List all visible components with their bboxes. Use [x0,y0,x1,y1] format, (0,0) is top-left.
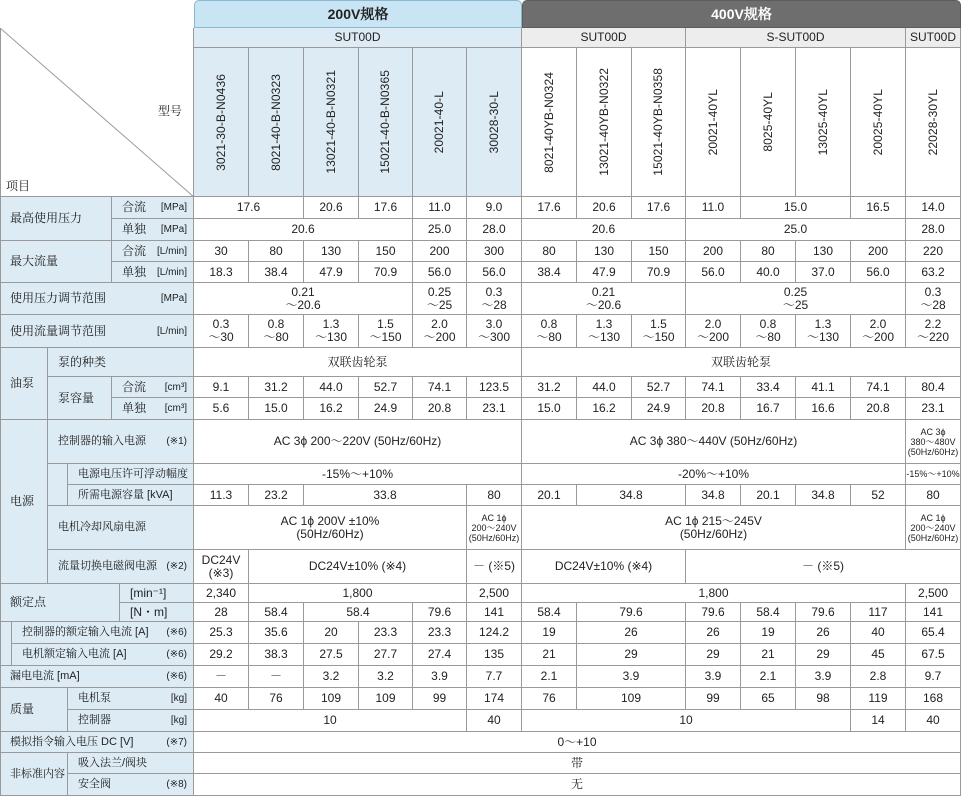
value-cell: 300 [467,241,522,262]
value-cell: 74.1 [851,377,906,398]
value-cell: 15.0 [741,197,851,219]
value-cell: 0.8 ～80 [249,315,304,348]
sub-label: 安全阀 (※8) [68,774,194,796]
value-cell: 58.4 [304,603,413,622]
value-cell: 80.4 [906,377,961,398]
value-cell: 19 [741,622,796,644]
model-name: 13021-40-B-N0321 [323,70,338,174]
value-cell: 70.9 [359,262,413,283]
left-border [0,28,1,796]
value-cell: 3.9 [796,666,851,688]
row-label: 非标准内容 [0,753,68,796]
value-cell: AC 1ϕ 215～245V (50Hz/60Hz) [522,506,906,550]
value-cell: 2.0 ～200 [413,315,467,348]
value-cell: 1,800 [522,584,906,603]
value-cell: 14 [851,710,906,732]
unit-label: [MPa] [160,224,187,235]
model-header [577,48,632,197]
unit-label: (※7) [166,736,187,748]
value-cell: 24.9 [359,398,413,420]
value-cell: 65.4 [906,622,961,644]
value-cell: 0.25 ～25 [413,283,467,315]
group-200v-header: 200V规格 [194,0,522,28]
value-cell: 35.6 [249,622,304,644]
value-cell: 20.1 [522,485,577,506]
model-name: 20021-40YL [705,88,720,156]
value-cell: 1.3 ～130 [796,315,851,348]
sub-label: 控制器 [kg] [68,710,194,732]
unit-label: [kg] [170,715,187,726]
model-name: 13021-40YB-N0322 [596,68,611,176]
value-cell: 99 [686,688,741,710]
value-cell: 58.4 [522,603,577,622]
sub-label: 电机冷却风扇电源 [48,506,194,550]
model-name: 22028-30YL [925,88,940,156]
unit-label: [MPa] [160,202,187,213]
sub-label: 合流 [L/min] [112,241,194,262]
model-header [359,48,413,197]
row-label: 最高使用压力 [0,197,112,241]
value-cell: 10 [522,710,851,732]
value-cell: 16.5 [851,197,906,219]
model-name: 8025-40YL [760,92,775,152]
value-cell: 1.5 ～150 [359,315,413,348]
value-cell: 17.6 [194,197,304,219]
row-label: 质量 [0,688,68,732]
value-cell: 0.3 ～30 [194,315,249,348]
unit-cell: [min⁻¹] [120,584,194,603]
value-cell: 17.6 [522,197,577,219]
value-cell: 130 [577,241,632,262]
value-cell: 52.7 [359,377,413,398]
indent-cell [48,464,68,506]
value-cell: 17.6 [359,197,413,219]
unit-label: (※6) [166,649,187,660]
unit-cell: [N・m] [120,603,194,622]
value-cell: 58.4 [741,603,796,622]
value-cell: 2.1 [522,666,577,688]
value-cell: 20.8 [686,398,741,420]
value-cell: 29.2 [194,644,249,666]
value-cell: 31.2 [249,377,304,398]
model-name: 30028-30-L [486,90,501,154]
value-cell: 52 [851,485,906,506]
model-name: 13025-40YL [815,88,830,156]
value-cell: 124.2 [467,622,522,644]
value-cell: 130 [304,241,359,262]
model-name: 8021-40YB-N0324 [541,71,556,173]
value-cell: 130 [796,241,851,262]
sub-label: 所需电源容量 [kVA] [68,485,194,506]
value-cell: 0.3 ～28 [467,283,522,315]
sub-label: 电机泵 [kg] [68,688,194,710]
unit-label: (※1) [166,436,187,447]
value-cell: 30 [194,241,249,262]
value-cell: 25.0 [413,219,467,241]
model-header [413,48,467,197]
value-cell: 10 [194,710,467,732]
value-cell: 9.7 [906,666,961,688]
model-header [467,48,522,197]
value-cell: 0.25 ～25 [686,283,906,315]
value-cell: 47.9 [577,262,632,283]
value-cell: AC 1ϕ 200V ±10% (50Hz/60Hz) [194,506,467,550]
model-name: 15021-40YB-N0358 [651,68,665,176]
value-cell: 119 [851,688,906,710]
model-name: 15021-40-B-N0365 [378,70,392,174]
value-cell: 74.1 [413,377,467,398]
corner-item-label: 项目 [6,178,31,193]
sub-label: 合流 [MPa] [112,197,194,219]
value-cell: 20.1 [741,485,796,506]
value-cell: 40 [906,710,961,732]
value-cell: 3.9 [413,666,467,688]
value-cell: 1.5 ～150 [632,315,686,348]
value-cell: AC 1ϕ 200～240V (50Hz/60Hz) [467,506,522,550]
value-cell: 40 [851,622,906,644]
value-cell: 17.6 [632,197,686,219]
value-cell: 21 [741,644,796,666]
value-cell: 20.8 [851,398,906,420]
value-cell: 3.2 [304,666,359,688]
value-cell: 20.6 [304,197,359,219]
unit-label: [L/min] [156,266,187,278]
sub-label: 合流 [cm³] [112,377,194,398]
value-cell: 0.21 ～20.6 [194,283,413,315]
value-cell: 27.4 [413,644,467,666]
value-cell: 19 [522,622,577,644]
value-cell: 45 [851,644,906,666]
value-cell: 7.7 [467,666,522,688]
value-cell: 74.1 [686,377,741,398]
model-header [304,48,359,197]
value-cell: 2.2 ～220 [906,315,961,348]
value-cell: 3.9 [686,666,741,688]
value-cell: 28.0 [467,219,522,241]
value-cell: 2.0 ～200 [851,315,906,348]
value-cell: DC24V (※3) [194,550,249,584]
value-cell: 2,500 [906,584,961,603]
model-header [796,48,851,197]
value-cell: 34.8 [796,485,851,506]
group-400v-header: 400V规格 [522,0,961,28]
value-cell: 3.0 ～300 [467,315,522,348]
value-cell: 双联齿轮泵 [522,348,961,377]
unit-label: [cm³] [164,381,187,393]
model-name: 20025-40YL [870,88,885,156]
sub-label: 泵容量 [48,377,112,420]
value-cell: 52.7 [632,377,686,398]
value-cell: 24.9 [632,398,686,420]
series-header: S-SUT00D [686,28,906,48]
row-label: 油泵 [0,348,48,420]
value-cell: 79.6 [796,603,851,622]
value-cell: 38.3 [249,644,304,666]
row-label: 漏电电流 [mA] (※6) [0,666,194,688]
value-cell: 23.3 [359,622,413,644]
value-cell: 34.8 [577,485,686,506]
sub-label: 控制器的输入电源 (※1) [48,420,194,464]
value-cell: 141 [467,603,522,622]
value-cell: 80 [741,241,796,262]
value-cell: － (※5) [467,550,522,584]
model-header [522,48,577,197]
sub-label: 控制器的额定输入电流 [A] (※6) [12,622,194,644]
value-cell: 200 [686,241,741,262]
sub-label: 电机额定输入电流 [A] (※6) [12,644,194,666]
value-cell: 109 [577,688,686,710]
value-cell: 26 [577,622,686,644]
sub-label: 单独 [L/min] [112,262,194,283]
series-header: SUT00D [194,28,522,48]
unit-label: [kg] [170,693,187,704]
value-cell: 98 [796,688,851,710]
value-cell: AC 1ϕ 200～240V (50Hz/60Hz) [906,506,961,550]
value-cell: 37.0 [796,262,851,283]
value-cell: 9.1 [194,377,249,398]
series-header: SUT00D [906,28,961,48]
value-cell: 65 [741,688,796,710]
value-cell: 2.1 [741,666,796,688]
value-cell: 16.7 [741,398,796,420]
value-cell: 1,800 [249,584,467,603]
value-cell: 0.21 ～20.6 [522,283,686,315]
row-label: 额定点 [0,584,120,622]
value-cell: 41.1 [796,377,851,398]
value-cell: 40.0 [741,262,796,283]
model-name: 8021-40-B-N0323 [268,73,283,171]
value-cell: － [249,666,304,688]
value-cell: 109 [359,688,413,710]
value-cell: 23.1 [467,398,522,420]
sub-label: 电源电压许可浮动幅度 [68,464,194,485]
value-cell: 11.0 [686,197,741,219]
value-cell: 44.0 [577,377,632,398]
unit-label: (※6) [166,671,187,682]
value-cell: 123.5 [467,377,522,398]
value-cell: 0.8 ～80 [522,315,577,348]
sub-label: 吸入法兰/阀块 [68,753,194,774]
value-cell: DC24V±10% (※4) [249,550,467,584]
value-cell: 56.0 [467,262,522,283]
value-cell: 无 [194,774,961,796]
unit-label: [MPa] [160,293,187,304]
model-header [906,48,961,197]
value-cell: 双联齿轮泵 [194,348,522,377]
value-cell: 40 [467,710,522,732]
unit-label: (※8) [166,779,187,790]
model-header [632,48,686,197]
value-cell: 56.0 [686,262,741,283]
value-cell: 带 [194,753,961,774]
value-cell: -15%～+10% [194,464,522,485]
unit-label: (※6) [166,627,187,638]
model-header [194,48,249,197]
value-cell: 0.8 ～80 [741,315,796,348]
value-cell: 3.9 [577,666,686,688]
value-cell: 117 [851,603,906,622]
sub-label: 单独 [MPa] [112,219,194,241]
value-cell: 29 [577,644,686,666]
value-cell: 80 [906,485,961,506]
value-cell: 23.1 [906,398,961,420]
value-cell: AC 3ϕ 200～220V (50Hz/60Hz) [194,420,522,464]
value-cell: 200 [413,241,467,262]
value-cell: 99 [413,688,467,710]
value-cell: 1.3 ～130 [577,315,632,348]
value-cell: 135 [467,644,522,666]
value-cell: 2.8 [851,666,906,688]
row-label: 电源 [0,420,48,584]
value-cell: 28.0 [906,219,961,241]
sub-label: 流量切换电磁阀电源 (※2) [48,550,194,584]
unit-label: [cm³] [164,403,187,414]
value-cell: － [194,666,249,688]
value-cell: 168 [906,688,961,710]
value-cell: 27.5 [304,644,359,666]
value-cell: 23.3 [413,622,467,644]
value-cell: 15.0 [249,398,304,420]
value-cell: 0.3 ～28 [906,283,961,315]
unit-label: [L/min] [156,245,187,257]
value-cell: DC24V±10% (※4) [522,550,686,584]
indent-cell [0,622,12,666]
value-cell: 2,340 [194,584,249,603]
value-cell: 16.6 [796,398,851,420]
value-cell: 150 [632,241,686,262]
value-cell: 20.6 [522,219,686,241]
value-cell: 76 [249,688,304,710]
value-cell: 20.8 [413,398,467,420]
value-cell: 28 [194,603,249,622]
value-cell: 79.6 [413,603,467,622]
value-cell: 5.6 [194,398,249,420]
unit-label: [L/min] [156,325,187,337]
model-header [686,48,741,197]
value-cell: 79.6 [686,603,741,622]
value-cell: 14.0 [906,197,961,219]
value-cell: 11.0 [413,197,467,219]
value-cell: 220 [906,241,961,262]
value-cell: 44.0 [304,377,359,398]
value-cell: 76 [522,688,577,710]
value-cell: 29 [686,644,741,666]
value-cell: 141 [906,603,961,622]
value-cell: 33.8 [304,485,467,506]
value-cell: 38.4 [249,262,304,283]
value-cell: 70.9 [632,262,686,283]
value-cell: 21 [522,644,577,666]
value-cell: 1.3 ～130 [304,315,359,348]
value-cell: 11.3 [194,485,249,506]
row-label: 使用流量调节范围 [L/min] [0,315,194,348]
value-cell: 0～+10 [194,732,961,753]
value-cell: 63.2 [906,262,961,283]
value-cell: 67.5 [906,644,961,666]
value-cell: 58.4 [249,603,304,622]
value-cell: -20%～+10% [522,464,906,485]
value-cell: 20.6 [577,197,632,219]
value-cell: 18.3 [194,262,249,283]
value-cell: 80 [522,241,577,262]
value-cell: 200 [851,241,906,262]
value-cell: 56.0 [851,262,906,283]
value-cell: 23.2 [249,485,304,506]
sub-label: 泵的种类 [48,348,194,377]
row-label: 使用压力调节范围 [MPa] [0,283,194,315]
model-name: 20021-40-L [432,90,446,154]
value-cell: 2.0 ～200 [686,315,741,348]
value-cell: 150 [359,241,413,262]
value-cell: AC 3ϕ 380～480V (50Hz/60Hz) [906,420,961,464]
value-cell: 34.8 [686,485,741,506]
unit-label: (※2) [166,561,187,572]
corner-model-label: 型号 [157,103,182,118]
value-cell: 2,500 [467,584,522,603]
value-cell: 29 [796,644,851,666]
value-cell: － (※5) [686,550,961,584]
row-label: 最大流量 [0,241,112,283]
model-name: 3021-30-B-N0436 [213,73,228,171]
value-cell: 3.2 [359,666,413,688]
value-cell: 25.3 [194,622,249,644]
value-cell: 40 [194,688,249,710]
value-cell: 38.4 [522,262,577,283]
value-cell: 9.0 [467,197,522,219]
value-cell: 16.2 [304,398,359,420]
value-cell: 15.0 [522,398,577,420]
value-cell: 80 [249,241,304,262]
series-header: SUT00D [522,28,686,48]
model-header [249,48,304,197]
model-header [851,48,906,197]
value-cell: 26 [796,622,851,644]
value-cell: 109 [304,688,359,710]
value-cell: 56.0 [413,262,467,283]
value-cell: -15%～+10% [906,464,961,485]
value-cell: 27.7 [359,644,413,666]
value-cell: 47.9 [304,262,359,283]
value-cell: 20 [304,622,359,644]
value-cell: 20.6 [194,219,413,241]
value-cell: 16.2 [577,398,632,420]
row-label: 模拟指令输入电压 DC [V] (※7) [0,732,194,753]
sub-label: 单独 [cm³] [112,398,194,420]
value-cell: AC 3ϕ 380～440V (50Hz/60Hz) [522,420,906,464]
value-cell: 174 [467,688,522,710]
value-cell: 80 [467,485,522,506]
value-cell: 25.0 [686,219,906,241]
value-cell: 31.2 [522,377,577,398]
value-cell: 33.4 [741,377,796,398]
model-header [741,48,796,197]
value-cell: 26 [686,622,741,644]
value-cell: 79.6 [577,603,686,622]
